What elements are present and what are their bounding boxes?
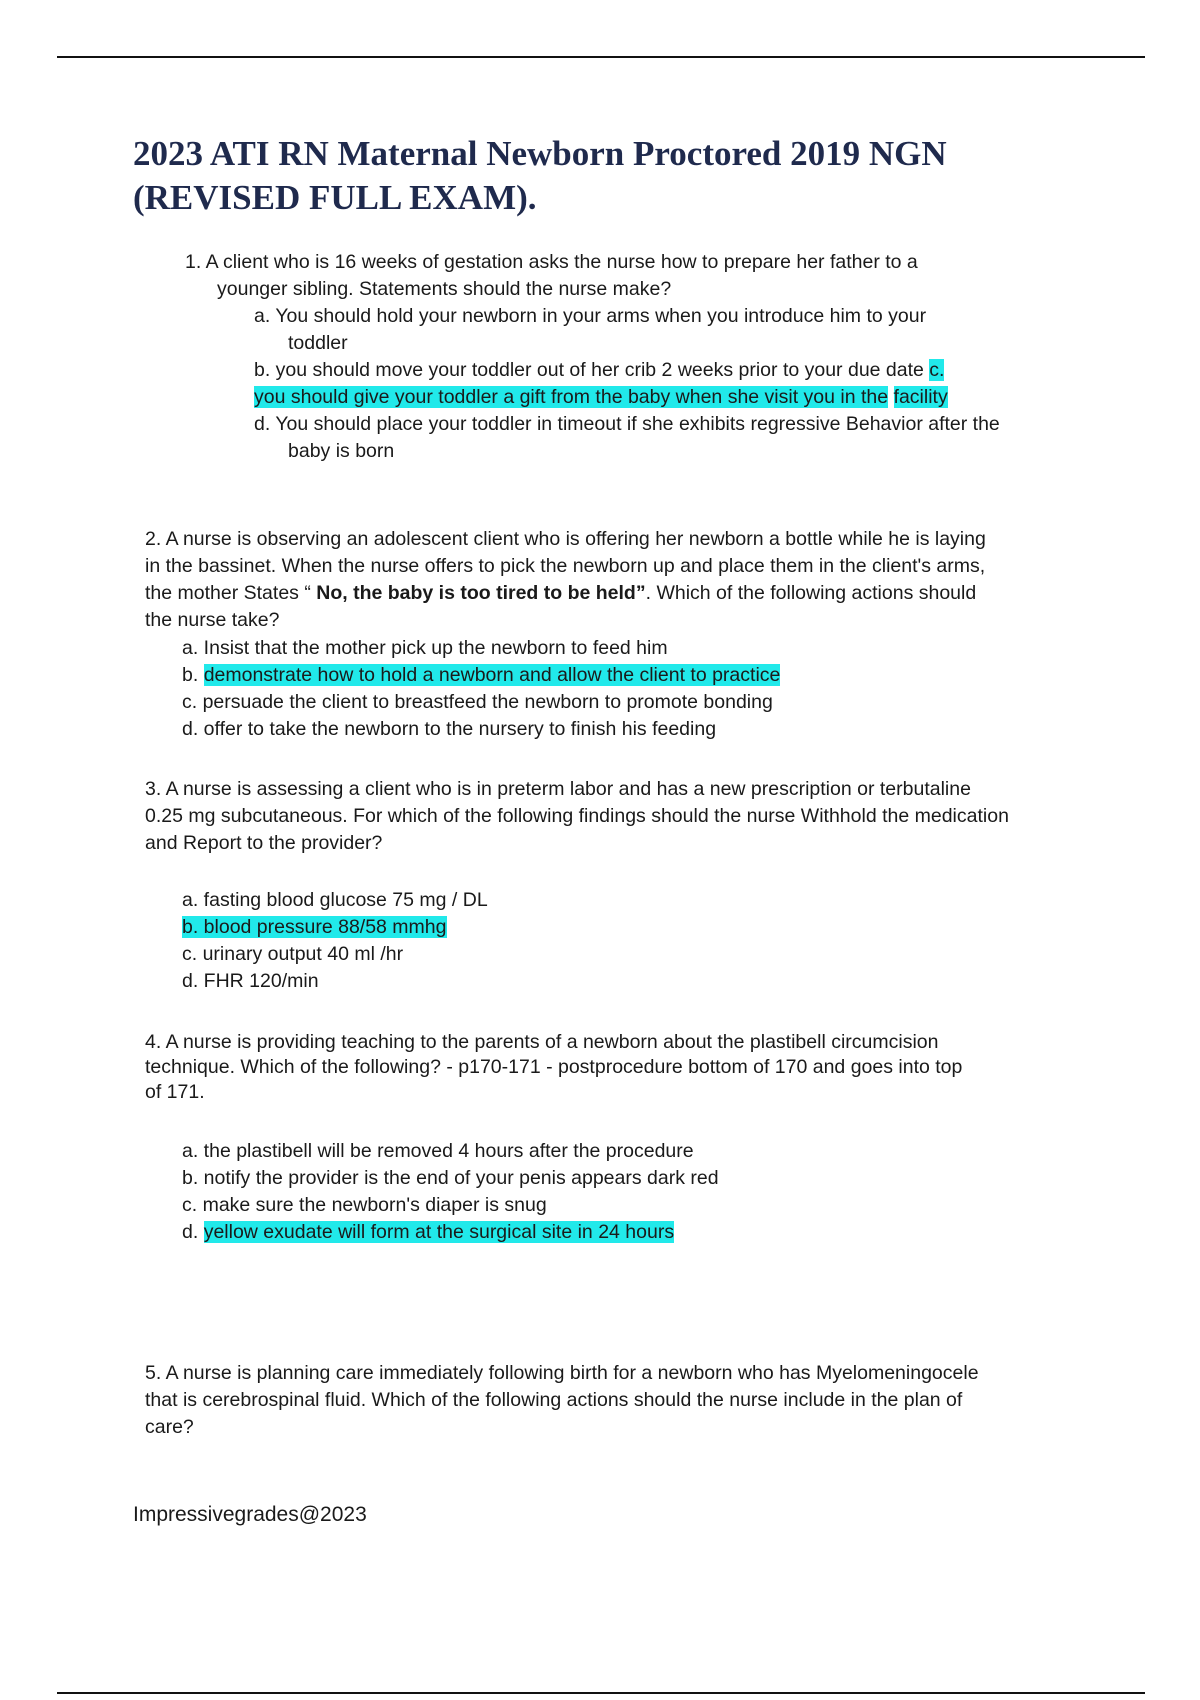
q4-option-d-text: yellow exudate will form at the surgical site in 24 hours: [203, 1221, 675, 1243]
q4-stem-line-1: 4. A nurse is providing teaching to the parents of a newborn about the plastibell circumcision: [145, 1031, 939, 1053]
q3-stem-line-3: and Report to the provider?: [145, 832, 383, 854]
q2-option-b-text: demonstrate how to hold a newborn and allow the client to practice: [203, 664, 781, 686]
q4-option-d: [182, 1219, 719, 1246]
question-3-options: [182, 887, 488, 995]
q3-stem-line-1: 3. A nurse is assessing a client who is in preterm labor and has a new prescription or terbutaline: [145, 778, 971, 800]
q1-option-c-end: facility: [893, 386, 948, 408]
q2-option-a: a. Insist that the mother pick up the newborn to feed him: [182, 637, 668, 659]
q2-stem-line-1: 2. A nurse is observing an adolescent client who is offering her newborn a bottle while he is laying: [145, 528, 986, 550]
q1-option-d-line-2: baby is born: [288, 440, 395, 462]
bottom-rule: [57, 1692, 1145, 1694]
question-2: [145, 526, 986, 634]
q3-option-a: a. fasting blood glucose 75 mg / DL: [182, 889, 488, 911]
document-title: [133, 132, 1113, 220]
question-5: [145, 1360, 979, 1441]
q1-option-b-text: b. you should move your toddler out of her crib 2 weeks prior to your due date: [254, 359, 930, 381]
q2-option-b: [182, 662, 780, 689]
q2-stem-line-3-post: . Which of the following actions should: [645, 582, 977, 604]
q1-option-c-text: you should give your toddler a gift from the baby when she visit you in the: [254, 386, 889, 408]
question-2-options: [182, 635, 780, 743]
q4-option-b: b. notify the provider is the end of your penis appears dark red: [182, 1167, 719, 1189]
q1-option-b: [254, 357, 1000, 384]
question-3: [145, 776, 1009, 857]
q2-stem-line-2: in the bassinet. When the nurse offers to pick the newborn up and place them in the client's arms,: [145, 555, 986, 577]
q2-stem-quote: No, the baby is too tired to be held”: [316, 582, 646, 604]
q4-stem-line-2: technique. Which of the following? - p170-171 - postprocedure bottom of 170 and goes into top: [145, 1056, 963, 1078]
title-line-2: (REVISED FULL EXAM).: [133, 178, 537, 217]
q2-stem-line-3: [145, 580, 986, 607]
q4-stem-line-3: of 171.: [145, 1081, 205, 1103]
question-1-options: [254, 303, 1000, 465]
q4-option-a: a. the plastibell will be removed 4 hours after the procedure: [182, 1140, 694, 1162]
question-1: [185, 249, 918, 303]
q3-option-d: d. FHR 120/min: [182, 970, 319, 992]
top-rule: [57, 56, 1145, 58]
q3-option-b-text: b. blood pressure 88/58 mmhg: [182, 916, 447, 938]
q1-option-a-line-2: toddler: [288, 332, 348, 354]
q3-option-b: [182, 914, 488, 941]
question-4-options: [182, 1138, 719, 1246]
q5-stem-line-3: care?: [145, 1416, 194, 1438]
q1-stem-line-1: 1. A client who is 16 weeks of gestation asks the nurse how to prepare her father to a: [185, 251, 918, 273]
q3-stem-line-2: 0.25 mg subcutaneous. For which of the following findings should the nurse Withhold the medication: [145, 805, 1009, 827]
q1-stem-line-2: younger sibling. Statements should the nurse make?: [217, 278, 672, 300]
title-line-1: 2023 ATI RN Maternal Newborn Proctored 2019 NGN: [133, 134, 947, 173]
q2-stem-line-3-pre: the mother States “: [145, 582, 317, 604]
q2-stem-line-4: the nurse take?: [145, 609, 280, 631]
q5-stem-line-1: 5. A nurse is planning care immediately following birth for a newborn who has Myelomeningocele: [145, 1362, 979, 1384]
footer-watermark: Impressivegrades@2023: [133, 1503, 367, 1526]
q4-option-c: c. make sure the newborn's diaper is snug: [182, 1194, 547, 1216]
q5-stem-line-2: that is cerebrospinal fluid. Which of the following actions should the nurse include in the plan of: [145, 1389, 963, 1411]
q1-option-c-marker: c.: [929, 359, 945, 381]
q1-option-d-line-1: d. You should place your toddler in timeout if she exhibits regressive Behavior after the: [254, 413, 1000, 435]
q3-option-c: c. urinary output 40 ml /hr: [182, 943, 404, 965]
q2-option-d: d. offer to take the newborn to the nursery to finish his feeding: [182, 718, 717, 740]
q2-option-b-letter: b.: [182, 664, 204, 686]
q1-option-c: [254, 384, 1000, 411]
q2-option-c: c. persuade the client to breastfeed the newborn to promote bonding: [182, 691, 773, 713]
q4-option-d-letter: d.: [182, 1221, 204, 1243]
q1-option-a-line-1: a. You should hold your newborn in your arms when you introduce him to your: [254, 305, 927, 327]
question-4: [145, 1030, 962, 1105]
